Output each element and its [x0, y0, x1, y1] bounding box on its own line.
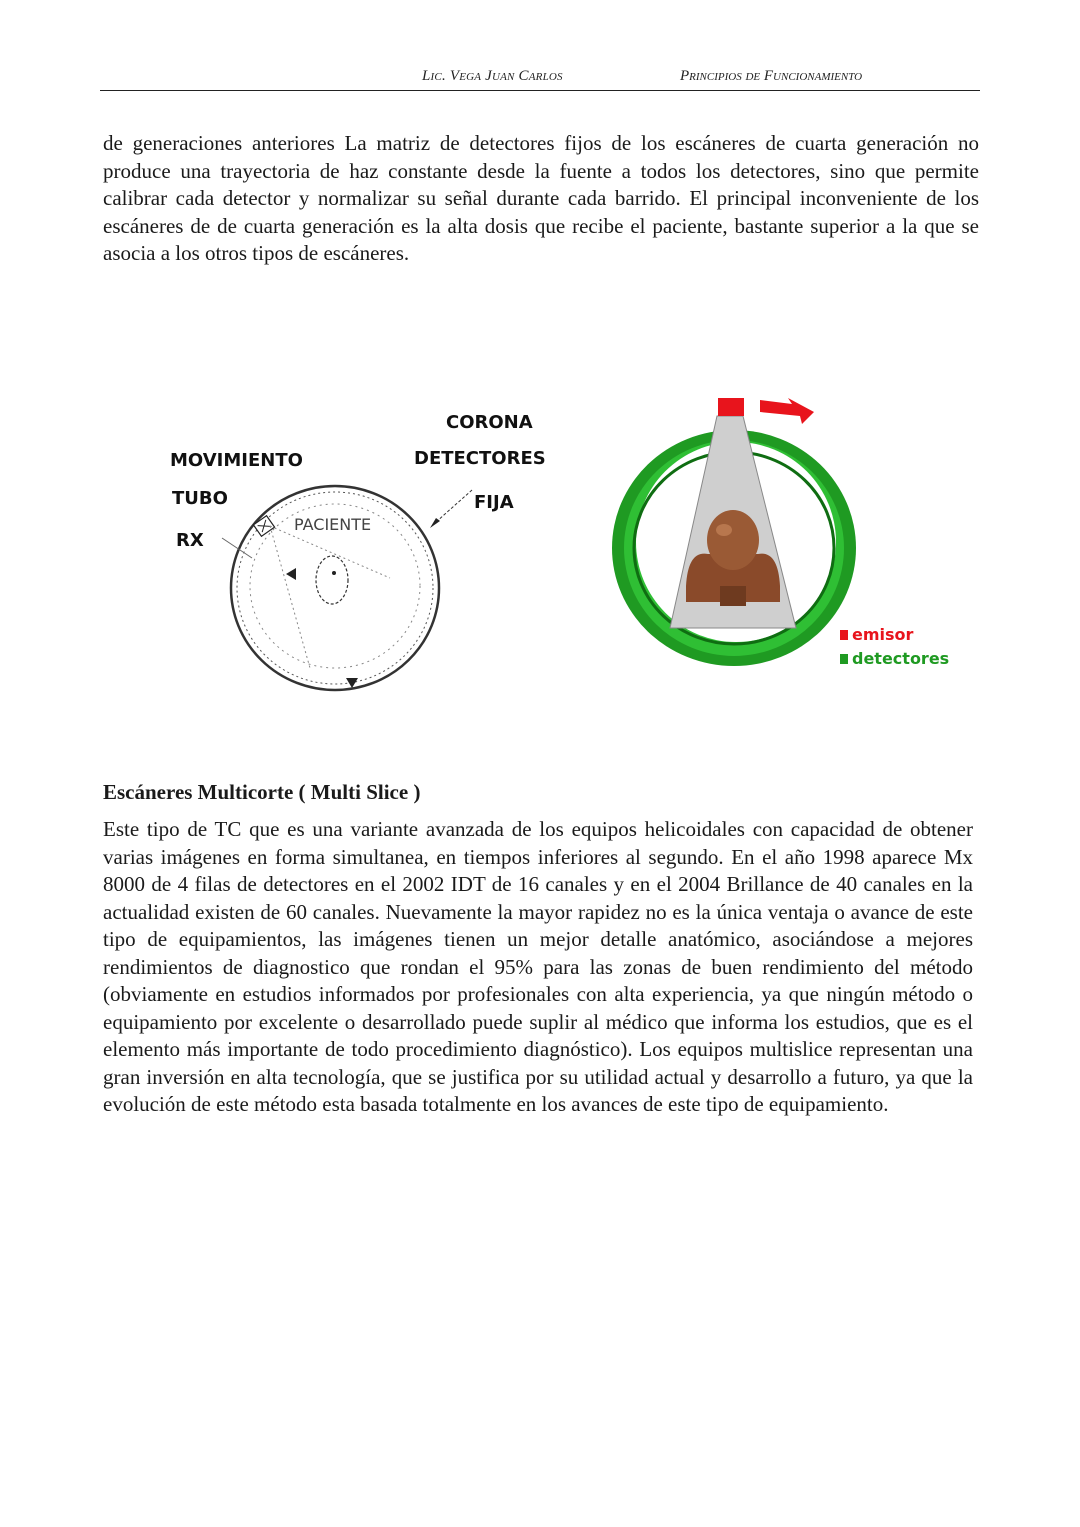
header-author: Lic. Vega Juan Carlos: [422, 68, 563, 84]
legend-detectores-swatch: [840, 654, 848, 664]
xray-tube: [253, 516, 274, 537]
rotation-arrow-icon: [760, 398, 814, 424]
label-detectores: DETECTORES: [414, 448, 546, 469]
label-movimiento: MOVIMIENTO: [170, 450, 303, 471]
legend-emisor: emisor: [852, 625, 914, 644]
emitter-block: [718, 398, 744, 416]
paragraph-fourth-generation: de generaciones anteriores La matriz de detectores fijos de los escáneres de cuarta generación no produce una trayectoria de haz constante desde la fuente a todos los detectores, sino que permite calibrar cada detector y normalizar su señal durante cada barrido. El principal inconveniente de los escáneres de de cuarta generación es la alta dosis que recibe el paciente, bastante superior a la que se asocia a los otros tipos de escáneres.: [103, 131, 979, 265]
label-rx: RX: [176, 530, 204, 551]
label-corona: CORONA: [446, 412, 533, 433]
patient-ellipse: [316, 556, 348, 604]
scanner-color-illustration: [600, 390, 980, 690]
section-heading-multicorte: Escáneres Multicorte ( Multi Slice ): [103, 780, 421, 804]
legend-emisor-swatch: [840, 630, 848, 640]
page-header: [100, 66, 980, 91]
label-tubo: TUBO: [172, 488, 228, 509]
legend-detectores: detectores: [852, 649, 950, 668]
header-section: Principios de Funcionamiento: [680, 68, 863, 84]
label-fija: FIJA: [474, 492, 514, 513]
fourth-generation-schematic: [160, 398, 560, 698]
label-paciente: PACIENTE: [294, 515, 372, 534]
paragraph-multislice: Este tipo de TC que es una variante avanzada de los equipos helicoidales con capacidad de obtener varias imágenes en forma simultanea, en tiempos inferiores al segundo. En el año 1998 aparece Mx 8000 de 4 filas de detectores en el 2002 IDT de 16 canales y en el 2004 Brillance de 40 canales en la actualidad existen de 60 canales. Nuevamente la mayor rapidez no es la única ventaja o avance de este tipo de equipamientos, las imágenes tienen un mejor detalle anatómico, asociándose a mejores rendimientos de diagnostico que rondan el 95% para las zonas de buen rendimiento del método (obviamente en estudios informados por profesionales con alta experiencia, ya que ningún método o equipamiento por excelente o desarrollado puede suplir al médico que informa los estudios, que es el elemento más importante de todo procedimiento diagnóstico). Los equipos multislice representan una gran inversión en alta tecnología, que se justifica por su utilidad actual y desarrollo a futuro, ya que la evolución de este método esta basada totalmente en los avances de este tipo de equipamiento.: [103, 817, 973, 1116]
